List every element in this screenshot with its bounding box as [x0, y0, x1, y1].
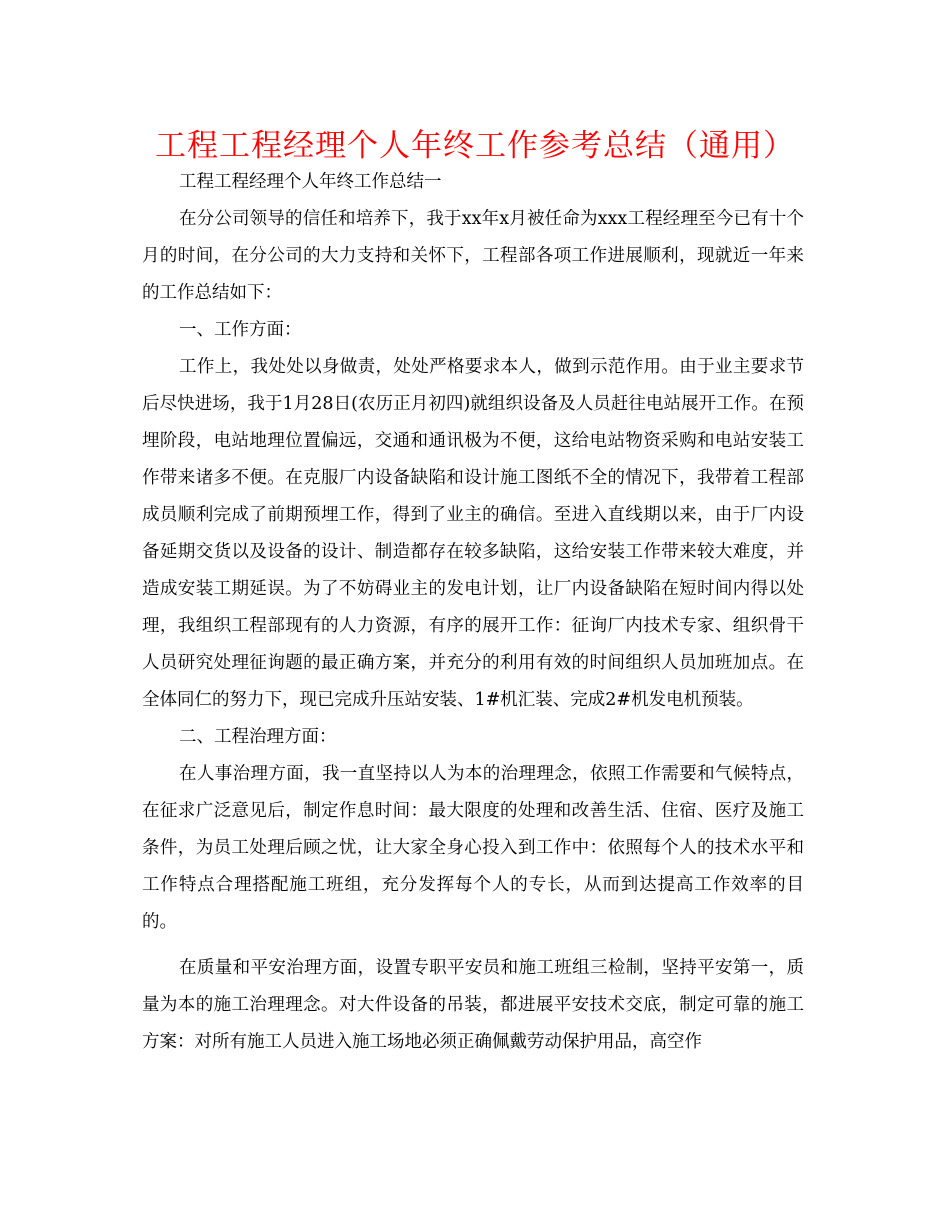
paragraph-intro: 在分公司领导的信任和培养下，我于xx年x月被任命为xxx工程经理至今已有十个月的时间，在分公司的大力支持和关怀下，工程部各项工作进展顺利，现就近一年来的工作总结如下： [142, 209, 804, 303]
paragraph-work: 工作上，我处处以身做责，处处严格要求本人，做到示范作用。由于业主要求节后尽快进场，我于1月28日(农历正月初四)就组织设备及人员赶往电站展开工作。在预埋阶段，电站地理位置偏远，交通和通讯极为不便，这给电站物资采购和电站安装工作带来诸多不便。在克服厂内设备缺陷和设计施工图纸不全的情况下，我带着工程部成员顺利完成了前期预埋工作，得到了业主的确信。至进入直线期以来，由于厂内设备延期交货以及设备的设计、制造都存在较多缺陷，这给安装工作带来较大难度，并造成安装工期延误。为了不妨碍业主的发电计划，让厂内设备缺陷在短时间内得以处理，我组织工程部现有的人力资源，有序的展开工作：征询厂内技术专家、组织骨干人员研究处理征询题的最正确方案，并充分的利用有效的时间组织人员加班加点。在全体同仁的努力下，现已完成升压站安装、1#机汇装、完成2#机发电机预装。 [142, 357, 804, 710]
document-title: 工程工程经理个人年终工作参考总结（通用） [155, 128, 795, 164]
paragraph-quality-safety: 在质量和平安治理方面，设置专职平安员和施工班组三检制，坚持平安第一，质量为本的施工治理理念。对大件设备的吊装，都进展平安技术交底，制定可靠的施工方案：对所有施工人员进入施工场地必须正确佩戴劳动保护用品，高空作 [142, 958, 804, 1052]
heading-management: 二、工程治理方面： [179, 727, 337, 747]
paragraph-personnel: 在人事治理方面，我一直坚持以人为本的治理理念，依照工作需要和气候特点，在征求广泛意见后，制定作息时间：最大限度的处理和改善生活、住宿、医疗及施工条件，为员工处理后顾之忧，让大家全身心投入到工作中：依照每个人的技术水平和工作特点合理搭配施工班组，充分发挥每个人的专长，从而到达提高工作效率的目的。 [142, 764, 804, 932]
document-body [142, 164, 804, 1061]
document-subtitle: 工程工程经理个人年终工作总结一 [179, 172, 442, 192]
heading-work: 一、工作方面： [179, 320, 302, 340]
